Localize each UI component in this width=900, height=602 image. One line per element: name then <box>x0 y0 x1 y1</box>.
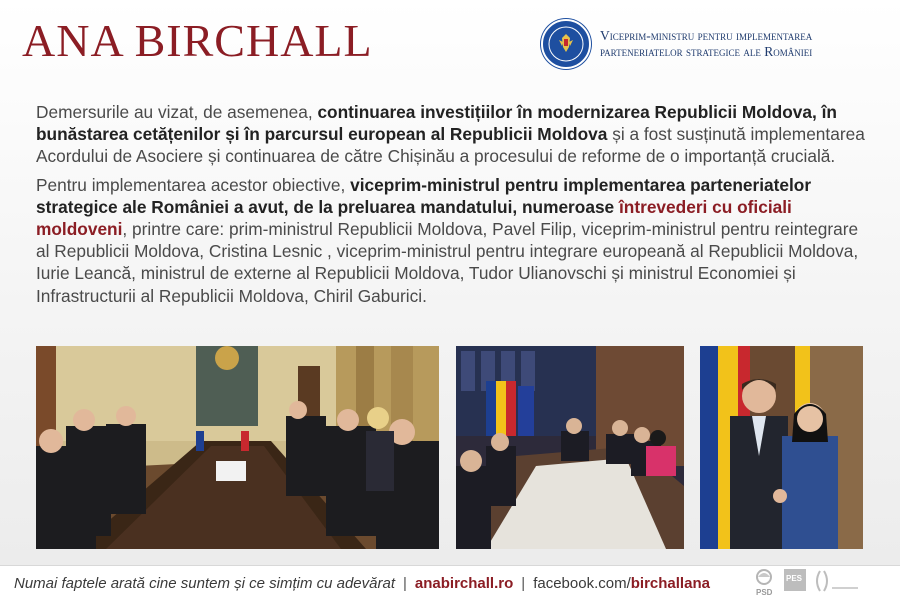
psd-label: PSD <box>756 588 773 597</box>
bold-span: viceprim-ministrul pentru implementarea parteneriatelor strategice ale României a avut, de la preluarea mandatului, numeroase <box>36 174 812 217</box>
photo-meeting-room <box>36 346 439 549</box>
text-span: și a fost susținută implementarea Acordului de Asociere și continuarea de către Chișinău a procesului de reforme de o importanță crucială. <box>36 124 865 167</box>
text-span: Pentru implementarea acestor obiective, <box>36 174 351 195</box>
office-title <box>600 28 812 60</box>
party-logos <box>752 567 892 597</box>
facebook-prefix: facebook.com/ <box>533 575 631 592</box>
facebook-link[interactable] <box>533 575 710 592</box>
text-span: Demersurile au vizat, de asemenea, <box>36 102 318 122</box>
motto: Numai faptele arată cine suntem și ce simțim cu adevărat <box>14 575 395 592</box>
separator: | <box>521 575 526 592</box>
photo-conference-table <box>456 346 684 549</box>
office-line-2: parteneriatelor strategice ale României <box>600 44 813 59</box>
paragraph-1 <box>36 101 866 168</box>
footer-text <box>14 575 710 592</box>
text-span: , printre care: prim-ministrul Republicii Moldova, Pavel Filip, viceprim-ministrul pentru reintegrare al Republicii Moldova, Cristina Lesnic , viceprim-ministrul pentru integrare europeană al Republicii Moldova, Iurie Leancă, ministrul de externe al Republicii Moldova, Tudor Ulianovschi și ministrul Economiei și Infrastructurii al Republicii Moldova, Chiril Gaburici. <box>36 219 859 306</box>
psd-logo-icon <box>756 570 773 597</box>
paragraph-2 <box>36 174 866 307</box>
pes-logo-icon <box>784 569 806 591</box>
office-line-1: Viceprim-ministru pentru implementarea <box>600 28 813 43</box>
facebook-user: birchallana <box>630 575 710 592</box>
brand-title: ANA BIRCHALL <box>22 15 373 66</box>
highlight-span: întrevederi cu oficiali moldoveni <box>36 196 792 240</box>
website-link[interactable]: anabirchall.ro <box>414 575 514 592</box>
photo-handshake <box>700 346 863 549</box>
third-logo-icon <box>817 571 858 591</box>
main-text <box>36 101 866 313</box>
government-logo <box>541 19 812 69</box>
seal-icon <box>541 19 591 69</box>
pes-label: PES <box>786 574 803 583</box>
separator: | <box>403 575 407 592</box>
bold-span: continuarea investițiilor în modernizarea Republicii Moldova, în bunăstarea cetățenilor și în parcursul european al Republicii Moldova <box>36 102 837 145</box>
